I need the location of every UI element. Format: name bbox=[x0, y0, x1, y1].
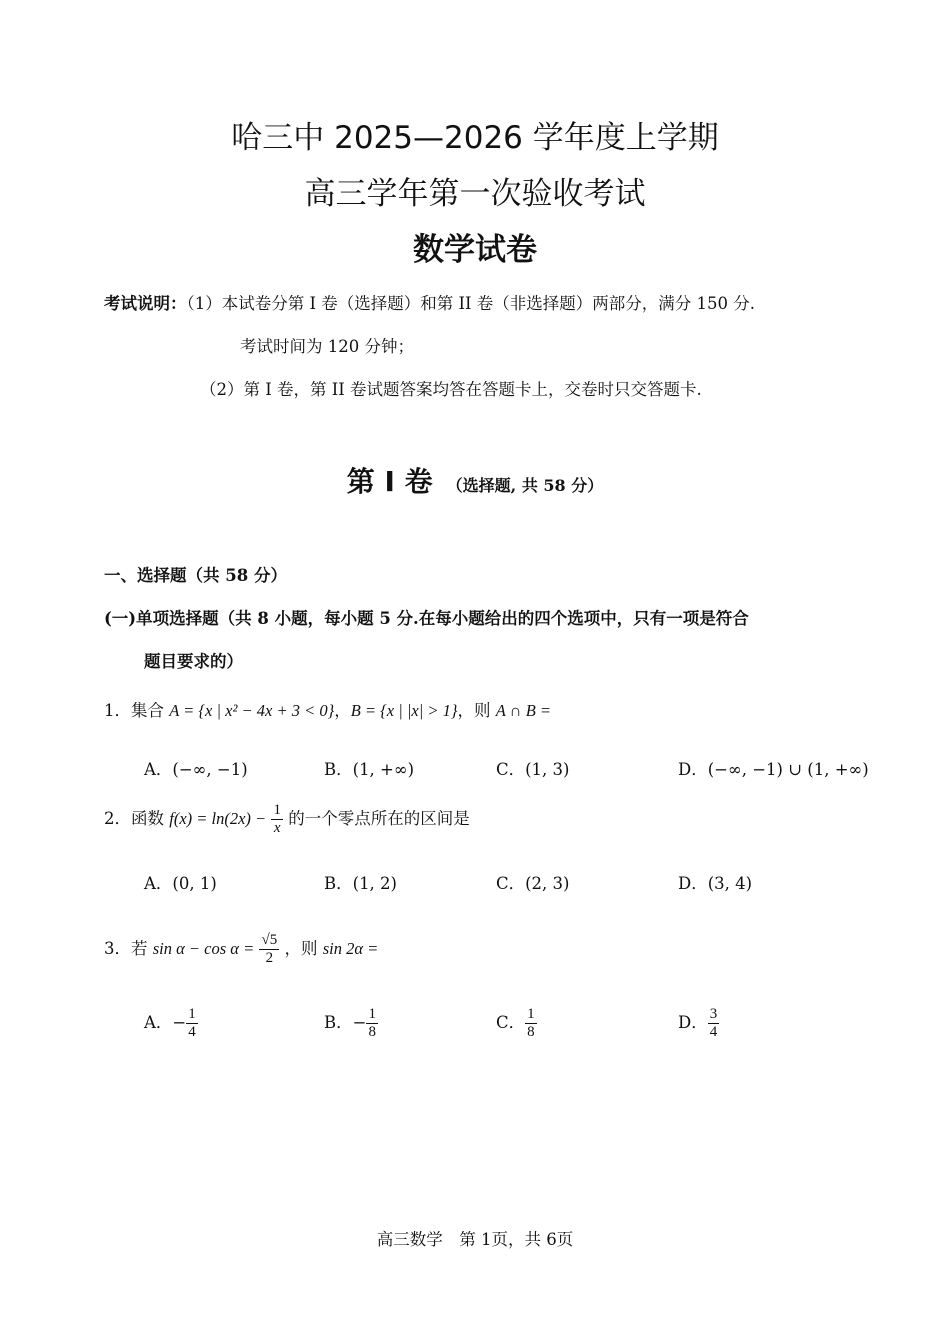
fraction-denominator: 8 bbox=[527, 1024, 535, 1040]
question-1-number: 1． bbox=[104, 701, 131, 720]
question-3-text-a: 若 bbox=[131, 939, 153, 958]
question-1-option-d: D．(−∞, −1) ∪ (1, +∞) bbox=[678, 760, 869, 779]
question-3-fraction bbox=[259, 932, 279, 967]
instructions-item-1: （1）本试卷分第 I 卷（选择题）和第 II 卷（非选择题）两部分，满分 150 分. bbox=[186, 294, 756, 313]
fraction-denominator: 8 bbox=[368, 1024, 376, 1040]
instructions-item-1-cont: 考试时间为 120 分钟； bbox=[240, 337, 414, 356]
option-fraction bbox=[525, 1006, 537, 1041]
fraction-numerator: 1 bbox=[188, 1006, 196, 1022]
question-3-stem bbox=[104, 932, 378, 967]
option-label: B． bbox=[324, 1013, 353, 1032]
question-3-option-d bbox=[678, 1006, 719, 1041]
section1-subtitle: (一)单项选择题（共 8 小题，每小题 5 分.在每小题给出的四个选项中，只有一项是符合 bbox=[104, 609, 749, 628]
question-2-option-c: C．(2, 3) bbox=[496, 874, 570, 893]
instructions-item-2: （2）第 I 卷，第 II 卷试题答案均答在答题卡上，交卷时只交答题卡. bbox=[200, 380, 702, 399]
question-2-number: 2． bbox=[104, 809, 131, 828]
option-sign: − bbox=[352, 1013, 367, 1032]
option-label: A． bbox=[144, 1013, 173, 1032]
question-1-math-a: A = {x | x² − 4x + 3 < 0} bbox=[169, 701, 335, 720]
question-2-text-a: 函数 bbox=[131, 809, 170, 828]
question-1-text-b: ，则 bbox=[457, 701, 496, 720]
question-3-option-a bbox=[144, 1006, 198, 1041]
question-3-option-b bbox=[324, 1006, 378, 1041]
fraction-numerator: 1 bbox=[368, 1006, 376, 1022]
fraction-denominator: 4 bbox=[709, 1024, 718, 1040]
question-2-fraction bbox=[271, 802, 283, 837]
fraction-numerator: 1 bbox=[273, 802, 281, 818]
question-1-math-b: B = {x | |x| > 1} bbox=[350, 701, 458, 720]
question-1-stem bbox=[104, 697, 551, 721]
title-line-2: 高三学年第一次验收考试 bbox=[304, 176, 646, 212]
question-3-math-b: sin 2α = bbox=[322, 939, 379, 958]
part1-heading bbox=[0, 460, 950, 500]
question-1-math-c: A ∩ B = bbox=[495, 701, 552, 720]
option-fraction bbox=[186, 1006, 198, 1041]
question-1-option-b: B．(1, +∞) bbox=[324, 760, 415, 779]
title-line-1: 哈三中 2025—2026 学年度上学期 bbox=[231, 120, 719, 156]
question-2-math-a: f(x) = ln(2x) − bbox=[169, 809, 267, 828]
section1-subtitle-cont: 题目要求的） bbox=[144, 652, 243, 671]
option-fraction bbox=[366, 1006, 378, 1041]
section1-title: 一、选择题（共 58 分） bbox=[104, 566, 287, 585]
fraction-denominator: x bbox=[273, 820, 281, 836]
question-1-sep: ， bbox=[334, 701, 351, 720]
question-2-option-a: A．(0, 1) bbox=[144, 874, 217, 893]
fraction-numerator: 1 bbox=[527, 1006, 535, 1022]
question-1-option-c: C．(1, 3) bbox=[496, 760, 570, 779]
question-3-number: 3． bbox=[104, 939, 131, 958]
fraction-denominator: 4 bbox=[188, 1024, 196, 1040]
part1-title: 第 I 卷 bbox=[346, 465, 433, 498]
question-2-stem bbox=[104, 802, 470, 837]
question-3-text-b: ，则 bbox=[284, 939, 323, 958]
question-1-text-a: 集合 bbox=[131, 701, 170, 720]
instructions-label: 考试说明： bbox=[104, 294, 187, 313]
title-line-3: 数学试卷 bbox=[413, 232, 537, 268]
question-2-option-d: D．(3, 4) bbox=[678, 874, 753, 893]
option-fraction bbox=[708, 1006, 720, 1041]
option-sign: − bbox=[172, 1013, 187, 1032]
question-3-option-c bbox=[496, 1006, 537, 1041]
question-1-option-a: A．(−∞, −1) bbox=[144, 760, 248, 779]
question-2-option-b: B．(1, 2) bbox=[324, 874, 397, 893]
instructions-line-1 bbox=[104, 290, 755, 314]
page-footer: 高三数学 第 1页，共 6页 bbox=[376, 1230, 574, 1249]
part1-subtitle: （选择题, 共 58 分） bbox=[446, 476, 604, 495]
question-3-math-a: sin α − cos α = bbox=[152, 939, 255, 958]
fraction-numerator: 3 bbox=[709, 1006, 718, 1022]
option-label: D． bbox=[678, 1013, 708, 1032]
option-label: C． bbox=[496, 1013, 526, 1032]
fraction-denominator: 2 bbox=[265, 950, 274, 966]
fraction-numerator: √5 bbox=[261, 932, 278, 948]
question-2-text-b: 的一个零点所在的区间是 bbox=[288, 809, 470, 828]
